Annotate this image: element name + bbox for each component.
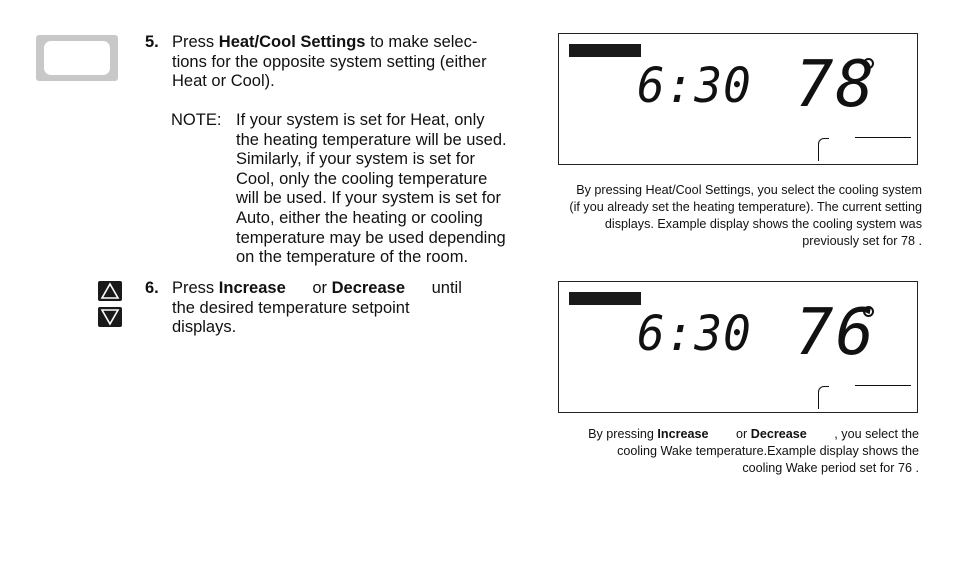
- caption-line: (if you already set the heating temperature). The current setting: [569, 200, 922, 214]
- thermostat-display-2: [558, 281, 918, 413]
- step-text: [172, 279, 492, 338]
- display-segment-mark: [818, 138, 829, 161]
- display-time: 6:30: [637, 56, 752, 114]
- increase-label: Increase: [218, 279, 286, 297]
- display-segment-mark: [818, 386, 829, 409]
- heat-cool-settings-label: Heat/Cool Settings: [218, 33, 366, 51]
- caption-increase: Increase: [657, 427, 709, 441]
- note-line: temperature may be used depending: [236, 228, 506, 247]
- caption-line: previously set for 78 .: [802, 234, 922, 248]
- caption-suffix: , you select the: [834, 427, 919, 441]
- decrease-label: Decrease: [331, 279, 406, 297]
- display-segment-line: [855, 137, 911, 138]
- display-label-bar: [569, 44, 641, 57]
- display-label-bar: [569, 292, 641, 305]
- step-verb: Press: [172, 33, 215, 51]
- degree-icon: [863, 306, 874, 317]
- thermostat-screen-icon: [44, 41, 110, 75]
- note-line: Similarly, if your system is set for: [236, 150, 475, 169]
- note-line: will be used. If your system is set for: [236, 189, 502, 208]
- display-temperature: 78: [795, 48, 877, 122]
- caption-decrease: Decrease: [750, 427, 807, 441]
- caption-line: By pressing Heat/Cool Settings, you select the cooling system: [576, 183, 922, 197]
- step-number: 6.: [145, 279, 159, 297]
- caption-line: displays. Example display shows the cooling system was: [604, 217, 922, 231]
- note-line: on the temperature of the room.: [236, 248, 469, 267]
- note-line: Auto, either the heating or cooling: [236, 208, 483, 227]
- display-time: 6:30: [637, 304, 752, 362]
- step-text-line3: displays.: [172, 318, 237, 337]
- caption-line: cooling Wake temperature.Example display shows the: [617, 444, 919, 458]
- increase-arrow-icon: [98, 281, 122, 301]
- step-text-line2: the desired temperature setpoint: [172, 298, 410, 317]
- decrease-arrow-icon: [98, 307, 122, 327]
- thermostat-display-1: [558, 33, 918, 165]
- caption-prefix: By pressing: [588, 427, 654, 441]
- note-text: [236, 111, 531, 268]
- caption-or: or: [736, 427, 748, 441]
- or-word: or: [312, 279, 328, 297]
- note-line: Cool, only the cooling temperature: [236, 169, 488, 188]
- caption-1: [532, 182, 922, 250]
- display-segment-line: [855, 385, 911, 386]
- thermostat-icon: [36, 35, 118, 81]
- caption-2: [560, 426, 919, 477]
- step-text: [172, 33, 522, 92]
- until-word: until: [431, 279, 462, 297]
- step-text-line1: to make selec-: [370, 33, 478, 51]
- step-text-line3: Heat or Cool).: [172, 72, 275, 91]
- degree-icon: [863, 58, 874, 69]
- note-line: If your system is set for Heat, only: [236, 111, 485, 129]
- note-label: NOTE:: [171, 111, 222, 129]
- step-number: 5.: [145, 33, 159, 51]
- display-temperature: 76: [795, 296, 877, 370]
- caption-line: cooling Wake period set for 76 .: [742, 461, 919, 475]
- note-line: the heating temperature will be used.: [236, 130, 507, 149]
- step-verb: Press: [172, 279, 215, 297]
- step-text-line2: tions for the opposite system setting (either: [172, 52, 487, 71]
